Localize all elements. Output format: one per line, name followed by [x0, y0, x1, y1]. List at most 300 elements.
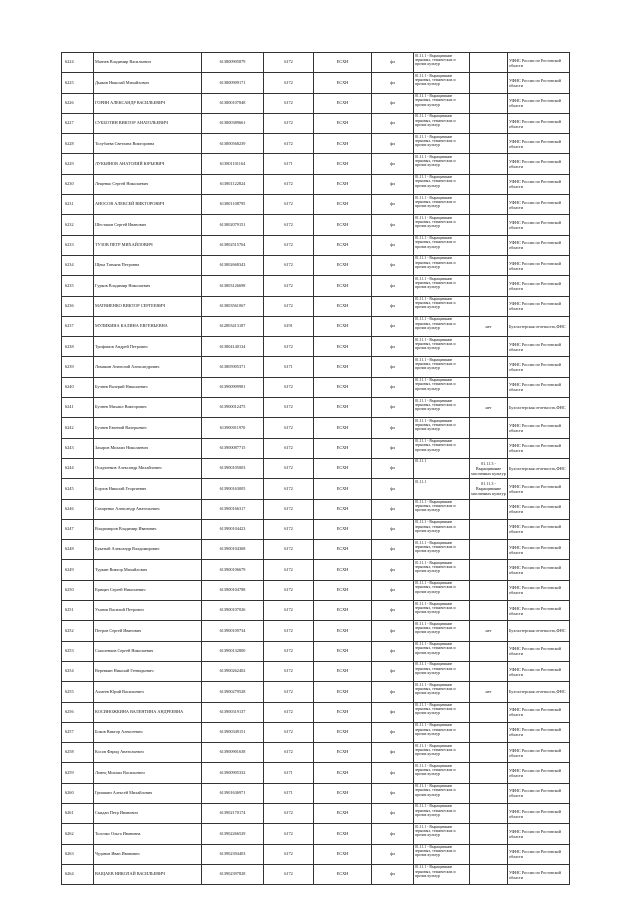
entity-type-cell: фл: [372, 73, 414, 93]
name-cell: ГОРИН АЛЕКСАНДР ВАСИЛЬЕВИЧ: [94, 93, 202, 113]
document-page: [61, 52, 569, 885]
code-cell: 6172: [264, 479, 314, 499]
code-cell: 6172: [264, 398, 314, 418]
inn-cell: 613901636971: [202, 783, 264, 803]
tax-regime-cell: ЕСХН: [314, 93, 372, 113]
inn-cell: 613803561067: [202, 296, 264, 316]
activity-cell: 01.11.1 - Выращивание зерновых, технических и прочих культур: [414, 722, 470, 742]
tax-regime-cell: ЕСХН: [314, 783, 372, 803]
name-cell: Бучнев Валерий Николаевич: [94, 377, 202, 397]
code-cell: 6172: [264, 113, 314, 133]
entity-type-cell: фл: [372, 702, 414, 722]
activity-cell: 01.11.1 - Выращивание зерновых, технических и прочих культур: [414, 73, 470, 93]
name-cell: Чуданов Иван Иванович: [94, 844, 202, 864]
table-row: [62, 53, 570, 73]
authority-cell: УФНС России по Ростовской области: [508, 255, 570, 275]
row-number-cell: 6251: [62, 601, 94, 621]
tax-regime-cell: ЕСХН: [314, 479, 372, 499]
entity-type-cell: фл: [372, 276, 414, 296]
entity-type-cell: фл: [372, 479, 414, 499]
code-cell: 6172: [264, 519, 314, 539]
inn-cell: 613805905371: [202, 357, 264, 377]
inn-cell: 613801101164: [202, 154, 264, 174]
name-cell: ТУЗОВ ПЕТР МИХАЙЛОВИЧ: [94, 235, 202, 255]
name-cell: СУББОТИН ВИКТОР АНАТОЛЬЕВИЧ: [94, 113, 202, 133]
entity-type-cell: фл: [372, 134, 414, 154]
authority-cell: УФНС России по Ростовской области: [508, 661, 570, 681]
authority-cell: УФНС России по Ростовской области: [508, 702, 570, 722]
row-number-cell: 6236: [62, 296, 94, 316]
tax-regime-cell: ЕСХН: [314, 113, 372, 133]
activity-cell: 01.11.1 - Выращивание зерновых, технических и прочих культур: [414, 357, 470, 377]
name-cell: Лещенко Сергей Николаевич: [94, 174, 202, 194]
code-cell: 6172: [264, 641, 314, 661]
name-cell: Борзов Николай Георгиевич: [94, 479, 202, 499]
table-row: [62, 134, 570, 154]
tax-regime-cell: ЕСХН: [314, 276, 372, 296]
activity-cell: 01.11.1 - Выращивание зерновых, технических и прочих культур: [414, 215, 470, 235]
code-cell: 6172: [264, 803, 314, 823]
registry-table-body: [62, 53, 570, 885]
name-cell: Ломакин Анатолий Александрович: [94, 357, 202, 377]
row-number-cell: 6238: [62, 337, 94, 357]
authority-cell: УФНС России по Ростовской области: [508, 174, 570, 194]
authority-cell: УФНС России по Ростовской области: [508, 438, 570, 458]
inn-cell: 613802079151: [202, 215, 264, 235]
entity-type-cell: фл: [372, 763, 414, 783]
mark-cell: [470, 499, 508, 519]
activity-cell: 01.11.1 - Выращивание зерновых, технических и прочих культур: [414, 499, 470, 519]
activity-cell: 01.11.1 - Выращивание зерновых, технических и прочих культур: [414, 783, 470, 803]
name-cell: Лонец Михаил Васильевич: [94, 763, 202, 783]
authority-cell: Бухгалтерская отчетность,ФНС: [508, 621, 570, 641]
entity-type-cell: фл: [372, 377, 414, 397]
code-cell: 6172: [264, 722, 314, 742]
authority-cell: УФНС России по Ростовской области: [508, 134, 570, 154]
tax-regime-cell: ЕСХН: [314, 621, 372, 641]
tax-regime-cell: ЕСХН: [314, 540, 372, 560]
table-row: [62, 743, 570, 763]
name-cell: КОСИНОЖКИНА ВАЛЕНТИНА АНДРЕЕВНА: [94, 702, 202, 722]
table-row: [62, 661, 570, 681]
table-row: [62, 763, 570, 783]
code-cell: 6172: [264, 53, 314, 73]
inn-cell: 613900012475: [202, 398, 264, 418]
tax-regime-cell: ЕСХН: [314, 73, 372, 93]
name-cell: Ерицян Сергей Николаевич: [94, 580, 202, 600]
table-row: [62, 702, 570, 722]
inn-cell: 613900905332: [202, 763, 264, 783]
entity-type-cell: фл: [372, 296, 414, 316]
mark-cell: [470, 154, 508, 174]
code-cell: 6172: [264, 377, 314, 397]
table-row: [62, 195, 570, 215]
authority-cell: УФНС России по Ростовской области: [508, 743, 570, 763]
code-cell: 6172: [264, 337, 314, 357]
code-cell: 6171: [264, 763, 314, 783]
row-number-cell: 6250: [62, 580, 94, 600]
tax-regime-cell: ЕСХН: [314, 174, 372, 194]
activity-cell: 01.11.1 - Выращивание зерновых, технических и прочих культур: [414, 519, 470, 539]
authority-cell: УФНС России по Ростовской области: [508, 337, 570, 357]
inn-cell: 613803126698: [202, 276, 264, 296]
name-cell: Мазнев Владимир Васильевич: [94, 53, 202, 73]
table-row: [62, 824, 570, 844]
entity-type-cell: фл: [372, 722, 414, 742]
tax-regime-cell: ЕСХН: [314, 438, 372, 458]
entity-type-cell: фл: [372, 255, 414, 275]
entity-type-cell: фл: [372, 783, 414, 803]
entity-type-cell: фл: [372, 560, 414, 580]
table-row: [62, 296, 570, 316]
table-row: [62, 357, 570, 377]
name-cell: Шестаков Сергей Иванович: [94, 215, 202, 235]
code-cell: 6172: [264, 215, 314, 235]
registry-table: [61, 52, 570, 885]
table-row: [62, 337, 570, 357]
entity-type-cell: фл: [372, 215, 414, 235]
name-cell: Толочко Ольга Ивановна: [94, 824, 202, 844]
inn-cell: 613804140134: [202, 337, 264, 357]
name-cell: АНОСОВ АЛЕКСЕЙ ВИКТОРОВИЧ: [94, 195, 202, 215]
mark-cell: [470, 641, 508, 661]
tax-regime-cell: ЕСХН: [314, 316, 372, 336]
authority-cell: УФНС России по Ростовской области: [508, 540, 570, 560]
activity-cell: 01.11.1 - Выращивание зерновых, технических и прочих культур: [414, 195, 470, 215]
row-number-cell: 6239: [62, 357, 94, 377]
table-row: [62, 73, 570, 93]
mark-cell: [470, 73, 508, 93]
authority-cell: УФНС России по Ростовской области: [508, 844, 570, 864]
authority-cell: УФНС России по Ростовской области: [508, 864, 570, 884]
activity-cell: 01.11.1: [414, 479, 470, 499]
name-cell: Дьяков Николай Михайлович: [94, 73, 202, 93]
code-cell: 6172: [264, 560, 314, 580]
tax-regime-cell: ЕСХН: [314, 864, 372, 884]
entity-type-cell: фл: [372, 195, 414, 215]
authority-cell: УФНС России по Ростовской области: [508, 235, 570, 255]
entity-type-cell: фл: [372, 316, 414, 336]
table-row: [62, 215, 570, 235]
inn-cell: 613900349151: [202, 722, 264, 742]
authority-cell: Бухгалтерская отчетность,ФНС: [508, 682, 570, 702]
table-row: [62, 316, 570, 336]
name-cell: Осадченков Александр Михайлович: [94, 458, 202, 478]
name-cell: Трофимов Андрей Петрович: [94, 337, 202, 357]
table-row: [62, 438, 570, 458]
mark-cell: [470, 560, 508, 580]
code-cell: 6172: [264, 621, 314, 641]
code-cell: 6171: [264, 783, 314, 803]
name-cell: Уханов Василий Петрович: [94, 601, 202, 621]
tax-regime-cell: ЕСХН: [314, 601, 372, 621]
inn-cell: 612803413187: [202, 316, 264, 336]
row-number-cell: 6264: [62, 864, 94, 884]
mark-cell: [470, 215, 508, 235]
entity-type-cell: фл: [372, 803, 414, 823]
inn-cell: 613802668343: [202, 255, 264, 275]
authority-cell: УФНС России по Ростовской области: [508, 357, 570, 377]
mark-cell: [470, 783, 508, 803]
tax-regime-cell: ЕСХН: [314, 154, 372, 174]
code-cell: 6172: [264, 601, 314, 621]
activity-cell: 01.11.1 - Выращивание зерновых, технических и прочих культур: [414, 93, 470, 113]
entity-type-cell: фл: [372, 337, 414, 357]
activity-cell: 01.11.1 - Выращивание зерновых, технических и прочих культур: [414, 661, 470, 681]
tax-regime-cell: ЕСХН: [314, 53, 372, 73]
activity-cell: 01.11.1 - Выращивание зерновых, технических и прочих культур: [414, 377, 470, 397]
row-number-cell: 6254: [62, 661, 94, 681]
activity-cell: 01.11.1: [414, 458, 470, 478]
table-row: [62, 601, 570, 621]
row-number-cell: 6237: [62, 316, 94, 336]
mark-cell: [470, 824, 508, 844]
table-row: [62, 641, 570, 661]
code-cell: 6172: [264, 93, 314, 113]
authority-cell: УФНС России по Ростовской области: [508, 519, 570, 539]
name-cell: Щека Татьяна Петровна: [94, 255, 202, 275]
tax-regime-cell: ЕСХН: [314, 824, 372, 844]
mark-cell: [470, 235, 508, 255]
entity-type-cell: фл: [372, 93, 414, 113]
tax-regime-cell: ЕСХН: [314, 418, 372, 438]
name-cell: Косов Фарид Анатольевич: [94, 743, 202, 763]
mark-cell: [470, 763, 508, 783]
table-row: [62, 255, 570, 275]
row-number-cell: 6262: [62, 824, 94, 844]
code-cell: 6172: [264, 255, 314, 275]
mark-cell: [470, 803, 508, 823]
tax-regime-cell: ЕСХН: [314, 763, 372, 783]
activity-cell: 01.11.1 - Выращивание зерновых, технических и прочих культур: [414, 702, 470, 722]
table-row: [62, 864, 570, 884]
entity-type-cell: фл: [372, 357, 414, 377]
row-number-cell: 6231: [62, 195, 94, 215]
mark-cell: [470, 540, 508, 560]
row-number-cell: 6258: [62, 743, 94, 763]
tax-regime-cell: ЕСХН: [314, 702, 372, 722]
mark-cell: [470, 601, 508, 621]
inn-cell: 613900104368: [202, 540, 264, 560]
activity-cell: 01.11.1 - Выращивание зерновых, технических и прочих культур: [414, 113, 470, 133]
mark-cell: [470, 113, 508, 133]
inn-cell: 613900104423: [202, 519, 264, 539]
activity-cell: 01.11.1 - Выращивание зерновых, технических и прочих культур: [414, 296, 470, 316]
activity-cell: 01.11.1 - Выращивание зерновых, технических и прочих культур: [414, 682, 470, 702]
entity-type-cell: фл: [372, 458, 414, 478]
mark-cell: [470, 743, 508, 763]
tax-regime-cell: ЕСХН: [314, 743, 372, 763]
tax-regime-cell: ЕСХН: [314, 296, 372, 316]
code-cell: 6191: [264, 316, 314, 336]
inn-cell: 613900262402: [202, 661, 264, 681]
entity-type-cell: фл: [372, 864, 414, 884]
table-row: [62, 540, 570, 560]
activity-cell: 01.11.1 - Выращивание зерновых, технических и прочих культур: [414, 864, 470, 884]
name-cell: Сахаренко Александр Анатольевич: [94, 499, 202, 519]
activity-cell: 01.11.1 - Выращивание зерновых, технических и прочих культур: [414, 174, 470, 194]
table-row: [62, 722, 570, 742]
authority-cell: Бухгалтерская отчетность,ФНС: [508, 398, 570, 418]
authority-cell: УФНС России по Ростовской области: [508, 93, 570, 113]
mark-cell: [470, 255, 508, 275]
authority-cell: УФНС России по Ростовской области: [508, 276, 570, 296]
inn-cell: 613900105003: [202, 458, 264, 478]
code-cell: 6172: [264, 661, 314, 681]
name-cell: Ахмеев Юрий Васильевич: [94, 682, 202, 702]
tax-regime-cell: ЕСХН: [314, 641, 372, 661]
row-number-cell: 6252: [62, 621, 94, 641]
table-row: [62, 377, 570, 397]
activity-cell: 01.11.1 - Выращивание зерновых, технических и прочих культур: [414, 743, 470, 763]
code-cell: 6172: [264, 540, 314, 560]
name-cell: Гурков Владимир Николаевич: [94, 276, 202, 296]
name-cell: ЛУКЬЯНОВ АНАТОЛИЙ ЮРЬЕВИЧ: [94, 154, 202, 174]
tax-regime-cell: ЕСХН: [314, 682, 372, 702]
name-cell: Боков Виктор Алексеевич: [94, 722, 202, 742]
inn-cell: 613900132800: [202, 641, 264, 661]
table-row: [62, 458, 570, 478]
inn-cell: 613800389661: [202, 113, 264, 133]
row-number-cell: 6232: [62, 215, 94, 235]
table-row: [62, 783, 570, 803]
mark-cell: [470, 661, 508, 681]
name-cell: Туркин Виктор Михайлович: [94, 560, 202, 580]
activity-cell: 01.11.1 - Выращивание зерновых, технических и прочих культур: [414, 824, 470, 844]
activity-cell: 01.11.1 - Выращивание зерновых, технических и прочих культур: [414, 844, 470, 864]
row-number-cell: 6256: [62, 702, 94, 722]
activity-cell: 01.11.1 - Выращивание зерновых, технических и прочих культур: [414, 276, 470, 296]
entity-type-cell: фл: [372, 824, 414, 844]
table-row: [62, 174, 570, 194]
mark-cell: [470, 418, 508, 438]
name-cell: Петров Сергей Иванович: [94, 621, 202, 641]
activity-cell: 01.11.1 - Выращивание зерновых, технических и прочих культур: [414, 560, 470, 580]
name-cell: Толубаева Светлана Викторовна: [94, 134, 202, 154]
name-cell: Бучнев Евгений Валерьевич: [94, 418, 202, 438]
entity-type-cell: фл: [372, 174, 414, 194]
row-number-cell: 6249: [62, 560, 94, 580]
table-row: [62, 235, 570, 255]
table-row: [62, 113, 570, 133]
authority-cell: УФНС России по Ростовской области: [508, 763, 570, 783]
row-number-cell: 6224: [62, 53, 94, 73]
inn-cell: 613900107026: [202, 601, 264, 621]
mark-cell: [470, 296, 508, 316]
authority-cell: Бухгалтерская отчетность,ФНС: [508, 316, 570, 336]
table-row: [62, 803, 570, 823]
row-number-cell: 6257: [62, 722, 94, 742]
activity-cell: 01.11.1 - Выращивание зерновых, технических и прочих культур: [414, 580, 470, 600]
table-row: [62, 621, 570, 641]
entity-type-cell: фл: [372, 438, 414, 458]
table-row: [62, 154, 570, 174]
row-number-cell: 6247: [62, 519, 94, 539]
activity-cell: 01.11.1 - Выращивание зерновых, технических и прочих культур: [414, 398, 470, 418]
activity-cell: 01.11.1 - Выращивание зерновых, технических и прочих культур: [414, 438, 470, 458]
tax-regime-cell: ЕСХН: [314, 458, 372, 478]
mark-cell: [470, 844, 508, 864]
code-cell: 6172: [264, 235, 314, 255]
row-number-cell: 6242: [62, 418, 94, 438]
entity-type-cell: фл: [372, 499, 414, 519]
inn-cell: 613800568239: [202, 134, 264, 154]
inn-cell: 613802515764: [202, 235, 264, 255]
authority-cell: Бухгалтерская отчетность,ФНС: [508, 458, 570, 478]
tax-regime-cell: ЕСХН: [314, 357, 372, 377]
inn-cell: 613900163005: [202, 479, 264, 499]
tax-regime-cell: ЕСХН: [314, 722, 372, 742]
mark-cell: [470, 337, 508, 357]
table-row: [62, 560, 570, 580]
row-number-cell: 6253: [62, 641, 94, 661]
inn-cell: 613900909981: [202, 377, 264, 397]
inn-cell: 613900166317: [202, 499, 264, 519]
row-number-cell: 6240: [62, 377, 94, 397]
activity-cell: 01.11.1 - Выращивание зерновых, технических и прочих культур: [414, 763, 470, 783]
code-cell: 6172: [264, 702, 314, 722]
tax-regime-cell: ЕСХН: [314, 337, 372, 357]
table-row: [62, 93, 570, 113]
row-number-cell: 6243: [62, 438, 94, 458]
tax-regime-cell: ЕСХН: [314, 377, 372, 397]
inn-cell: 613902397828: [202, 864, 264, 884]
name-cell: МАТВИЕНКО ВИКТОР СЕРГЕЕВИЧ: [94, 296, 202, 316]
mark-cell: нет: [470, 316, 508, 336]
mark-cell: [470, 722, 508, 742]
row-number-cell: 6229: [62, 154, 94, 174]
mark-cell: нет: [470, 398, 508, 418]
row-number-cell: 6255: [62, 682, 94, 702]
activity-cell: 01.11.1 - Выращивание зерновых, технических и прочих культур: [414, 134, 470, 154]
code-cell: 6172: [264, 824, 314, 844]
name-cell: Захаров Михаил Николаевич: [94, 438, 202, 458]
mark-cell: [470, 276, 508, 296]
code-cell: 6172: [264, 174, 314, 194]
inn-cell: 613800905879: [202, 53, 264, 73]
entity-type-cell: фл: [372, 53, 414, 73]
tax-regime-cell: ЕСХН: [314, 519, 372, 539]
authority-cell: УФНС России по Ростовской области: [508, 296, 570, 316]
mark-cell: [470, 377, 508, 397]
table-row: [62, 499, 570, 519]
inn-cell: 613900901638: [202, 743, 264, 763]
tax-regime-cell: ЕСХН: [314, 661, 372, 681]
tax-regime-cell: ЕСХН: [314, 560, 372, 580]
inn-cell: 613902394403: [202, 844, 264, 864]
authority-cell: УФНС России по Ростовской области: [508, 803, 570, 823]
authority-cell: УФНС России по Ростовской области: [508, 580, 570, 600]
activity-cell: 01.11.1 - Выращивание зерновых, технических и прочих культур: [414, 154, 470, 174]
row-number-cell: 6261: [62, 803, 94, 823]
activity-cell: 01.11.1 - Выращивание зерновых, технических и прочих культур: [414, 316, 470, 336]
activity-cell: 01.11.1 - Выращивание зерновых, технических и прочих культур: [414, 53, 470, 73]
mark-cell: [470, 864, 508, 884]
inn-cell: 613900011970: [202, 418, 264, 438]
name-cell: Соколенков Сергей Николаевич: [94, 641, 202, 661]
code-cell: 6172: [264, 580, 314, 600]
inn-cell: 613902170174: [202, 803, 264, 823]
row-number-cell: 6227: [62, 113, 94, 133]
row-number-cell: 6248: [62, 540, 94, 560]
activity-cell: 01.11.1 - Выращивание зерновых, технических и прочих культур: [414, 418, 470, 438]
mark-cell: [470, 580, 508, 600]
code-cell: 6172: [264, 195, 314, 215]
activity-cell: 01.11.1 - Выращивание зерновых, технических и прочих культур: [414, 803, 470, 823]
activity-cell: 01.11.1 - Выращивание зерновых, технических и прочих культур: [414, 641, 470, 661]
authority-cell: УФНС России по Ростовской области: [508, 601, 570, 621]
authority-cell: УФНС России по Ростовской области: [508, 215, 570, 235]
